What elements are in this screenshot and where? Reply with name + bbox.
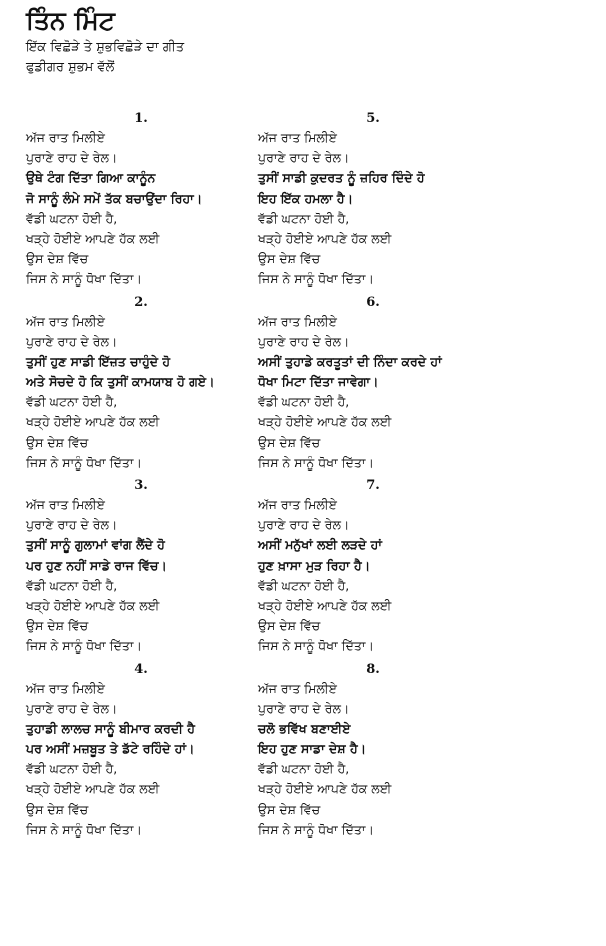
verse-line: ਜਿਸ ਨੇ ਸਾਨੂੰ ਧੋਖਾ ਦਿੱਤਾ।	[26, 638, 142, 654]
stanza-number: 4.	[134, 661, 148, 677]
verse-line: ਅੱਜ ਰਾਤ ਮਿਲੀਏ	[26, 497, 105, 512]
subtitle-line-2: ਫੁਡੀਗਰ ਸ਼ੁਭਮ ਵੱਲੋਂ	[26, 60, 115, 75]
verse-line: ਪੁਰਾਣੇ ਰਾਹ ਦੇ ਰੇਲ।	[258, 150, 350, 166]
verse-line: ਖੜ੍ਹੇ ਹੋਈਏ ਆਪਣੇ ਹੱਕ ਲਈ	[26, 781, 160, 797]
verse-line-emphasis: ਤੁਸੀਂ ਸਾਡੀ ਕੁਦਰਤ ਨੂੰ ਜ਼ਹਿਰ ਦਿੰਦੇ ਹੋ	[258, 170, 425, 186]
verse-line: ਉਸ ਦੇਸ਼ ਵਿੱਚ	[26, 251, 89, 267]
stanza-2	[26, 294, 256, 474]
verse-line-emphasis: ਇਹ ਹੁਣ ਸਾਡਾ ਦੇਸ਼ ਹੈ।	[258, 741, 367, 757]
verse-line: ਪੁਰਾਣੇ ਰਾਹ ਦੇ ਰੇਲ।	[26, 700, 118, 716]
verse-line: ਉਸ ਦੇਸ਼ ਵਿੱਚ	[258, 434, 321, 450]
verse-line: ਖੜ੍ਹੇ ਹੋਈਏ ਆਪਣੇ ਹੱਕ ਲਈ	[258, 781, 392, 797]
verse-line: ਪੁਰਾਣੇ ਰਾਹ ਦੇ ਰੇਲ।	[26, 517, 118, 533]
stanza-1	[26, 110, 256, 290]
verse-line-emphasis: ਅਸੀਂ ਮਨੁੱਖਾਂ ਲਈ ਲੜਦੇ ਹਾਂ	[258, 537, 382, 553]
stanza-number: 3.	[134, 478, 148, 493]
verse-line: ਖੜ੍ਹੇ ਹੋਈਏ ਆਪਣੇ ਹੱਕ ਲਈ	[258, 597, 392, 613]
verse-line: ਵੱਡੀ ਘਟਨਾ ਹੋਈ ਹੈ,	[26, 210, 118, 226]
verse-line: ਵੱਡੀ ਘਟਨਾ ਹੋਈ ਹੈ,	[258, 577, 350, 593]
verse-line: ਉਸ ਦੇਸ਼ ਵਿੱਚ	[258, 618, 321, 634]
verse-line: ਖੜ੍ਹੇ ਹੋਈਏ ਆਪਣੇ ਹੱਕ ਲਈ	[26, 230, 160, 246]
verse-line: ਖੜ੍ਹੇ ਹੋਈਏ ਆਪਣੇ ਹੱਕ ਲਈ	[26, 597, 160, 613]
verse-line: ਵੱਡੀ ਘਟਨਾ ਹੋਈ ਹੈ,	[258, 394, 350, 410]
verse-line: ਜਿਸ ਨੇ ਸਾਨੂੰ ਧੋਖਾ ਦਿੱਤਾ।	[258, 271, 374, 287]
stanza-number: 2.	[134, 294, 148, 310]
verse-line: ਪੁਰਾਣੇ ਰਾਹ ਦੇ ਰੇਲ।	[26, 150, 118, 166]
verse-line: ਵੱਡੀ ਘਟਨਾ ਹੋਈ ਹੈ,	[258, 761, 350, 777]
verse-line: ਜਿਸ ਨੇ ਸਾਨੂੰ ਧੋਖਾ ਦਿੱਤਾ।	[258, 454, 374, 470]
verse-line-emphasis: ਜੋ ਸਾਨੂੰ ਲੰਮੇ ਸਮੇਂ ਤੱਕ ਬਚਾਉਂਦਾ ਰਿਹਾ।	[26, 190, 203, 206]
verse-line: ਅੱਜ ਰਾਤ ਮਿਲੀਏ	[26, 313, 105, 329]
verse-line: ਉਸ ਦੇਸ਼ ਵਿੱਚ	[258, 251, 321, 267]
stanza-number: 7.	[366, 478, 380, 493]
verse-line: ਅੱਜ ਰਾਤ ਮਿਲੀਏ	[258, 680, 337, 696]
verse-line: ਖੜ੍ਹੇ ਹੋਈਏ ਆਪਣੇ ਹੱਕ ਲਈ	[258, 230, 392, 246]
verse-line: ਉਸ ਦੇਸ਼ ਵਿੱਚ	[26, 618, 89, 634]
stanza-8	[258, 661, 488, 841]
stanza-number: 5.	[366, 111, 380, 126]
document-page	[26, 4, 586, 837]
verse-line-emphasis: ਧੋਖਾ ਮਿਟਾ ਦਿੱਤਾ ਜਾਵੇਗਾ।	[258, 374, 379, 390]
stanza-7	[258, 477, 488, 657]
verse-line-emphasis: ਹੁਣ ਖ਼ਾਸਾ ਮੁੜ ਰਿਹਾ ਹੈ।	[258, 557, 371, 573]
verse-line: ਜਿਸ ਨੇ ਸਾਨੂੰ ਧੋਖਾ ਦਿੱਤਾ।	[258, 638, 374, 654]
verse-line: ਅੱਜ ਰਾਤ ਮਿਲੀਏ	[258, 130, 337, 145]
verse-line-emphasis: ਅਸੀਂ ਤੁਹਾਡੇ ਕਰਤੂਤਾਂ ਦੀ ਨਿੰਦਾ ਕਰਦੇ ਹਾਂ	[258, 353, 442, 369]
verse-line-emphasis: ਚਲੋ ਭਵਿੱਖ ਬਣਾਈਏ	[258, 720, 351, 736]
verse-line-emphasis: ਇਹ ਇੱਕ ਹਮਲਾ ਹੈ।	[258, 190, 354, 206]
verse-line: ਅੱਜ ਰਾਤ ਮਿਲੀਏ	[26, 680, 105, 696]
verse-line-emphasis: ਤੁਸੀਂ ਹੁਣ ਸਾਡੀ ਇੱਜ਼ਤ ਚਾਹੁੰਦੇ ਹੋ	[26, 353, 171, 369]
subtitle-line-1: ਇੱਕ ਵਿਛੋੜੇ ਤੇ ਸ਼ੁਭਵਿਛੋੜੇ ਦਾ ਗੀਤ	[26, 40, 185, 55]
stanza-6	[258, 294, 488, 474]
stanza-number: 8.	[366, 661, 380, 677]
stanza-5	[258, 110, 488, 290]
stanza-4	[26, 661, 256, 841]
verse-line: ਉਸ ਦੇਸ਼ ਵਿੱਚ	[258, 801, 321, 817]
verse-line: ਉਸ ਦੇਸ਼ ਵਿੱਚ	[26, 434, 89, 450]
verse-line: ਜਿਸ ਨੇ ਸਾਨੂੰ ਧੋਖਾ ਦਿੱਤਾ।	[26, 271, 142, 287]
verse-line: ਖੜ੍ਹੇ ਹੋਈਏ ਆਪਣੇ ਹੱਕ ਲਈ	[258, 414, 392, 430]
verse-line: ਅੱਜ ਰਾਤ ਮਿਲੀਏ	[258, 313, 337, 329]
verse-line: ਵੱਡੀ ਘਟਨਾ ਹੋਈ ਹੈ,	[26, 394, 118, 410]
verse-line: ਖੜ੍ਹੇ ਹੋਈਏ ਆਪਣੇ ਹੱਕ ਲਈ	[26, 414, 160, 430]
verse-line: ਉਸ ਦੇਸ਼ ਵਿੱਚ	[26, 801, 89, 817]
poem-stanzas	[26, 110, 586, 840]
verse-line: ਵੱਡੀ ਘਟਨਾ ਹੋਈ ਹੈ,	[26, 577, 118, 593]
stanza-3	[26, 477, 256, 657]
verse-line: ਵੱਡੀ ਘਟਨਾ ਹੋਈ ਹੈ,	[26, 761, 118, 777]
verse-line-emphasis: ਪਰ ਅਸੀਂ ਮਜ਼ਬੂਤ ਤੇ ਡੱਟੇ ਰਹਿੰਦੇ ਹਾਂ।	[26, 741, 195, 757]
page-title: ਤਿੰਨ ਮਿੰਟ	[26, 6, 115, 35]
verse-line: ਅੱਜ ਰਾਤ ਮਿਲੀਏ	[26, 130, 105, 145]
stanza-number: 1.	[134, 111, 148, 126]
verse-line: ਜਿਸ ਨੇ ਸਾਨੂੰ ਧੋਖਾ ਦਿੱਤਾ।	[26, 821, 142, 837]
verse-line-emphasis: ਉਥੇ ਟੰਗ ਦਿੱਤਾ ਗਿਆ ਕਾਨੂੰਨ	[26, 170, 156, 186]
stanza-number: 6.	[366, 294, 380, 310]
verse-line: ਪੁਰਾਣੇ ਰਾਹ ਦੇ ਰੇਲ।	[26, 333, 118, 349]
verse-line-emphasis: ਤੁਸੀਂ ਸਾਨੂੰ ਗੁਲਾਮਾਂ ਵਾਂਗ ਲੈਂਦੇ ਹੋ	[26, 537, 165, 553]
verse-line-emphasis: ਤੁਹਾਡੀ ਲਾਲਚ ਸਾਨੂੰ ਬੀਮਾਰ ਕਰਦੀ ਹੈ	[26, 720, 195, 736]
verse-line: ਜਿਸ ਨੇ ਸਾਨੂੰ ਧੋਖਾ ਦਿੱਤਾ।	[258, 821, 374, 837]
verse-line: ਅੱਜ ਰਾਤ ਮਿਲੀਏ	[258, 497, 337, 512]
verse-line-emphasis: ਅਤੇ ਸੋਚਦੇ ਹੋ ਕਿ ਤੁਸੀਂ ਕਾਮਯਾਬ ਹੋ ਗਏ।	[26, 374, 215, 390]
verse-line-emphasis: ਪਰ ਹੁਣ ਨਹੀਂ ਸਾਡੇ ਰਾਜ ਵਿੱਚ।	[26, 557, 167, 573]
verse-line: ਵੱਡੀ ਘਟਨਾ ਹੋਈ ਹੈ,	[258, 210, 350, 226]
verse-line: ਪੁਰਾਣੇ ਰਾਹ ਦੇ ਰੇਲ।	[258, 517, 350, 533]
verse-line: ਪੁਰਾਣੇ ਰਾਹ ਦੇ ਰੇਲ।	[258, 333, 350, 349]
verse-line: ਪੁਰਾਣੇ ਰਾਹ ਦੇ ਰੇਲ।	[258, 700, 350, 716]
verse-line: ਜਿਸ ਨੇ ਸਾਨੂੰ ਧੋਖਾ ਦਿੱਤਾ।	[26, 454, 142, 470]
